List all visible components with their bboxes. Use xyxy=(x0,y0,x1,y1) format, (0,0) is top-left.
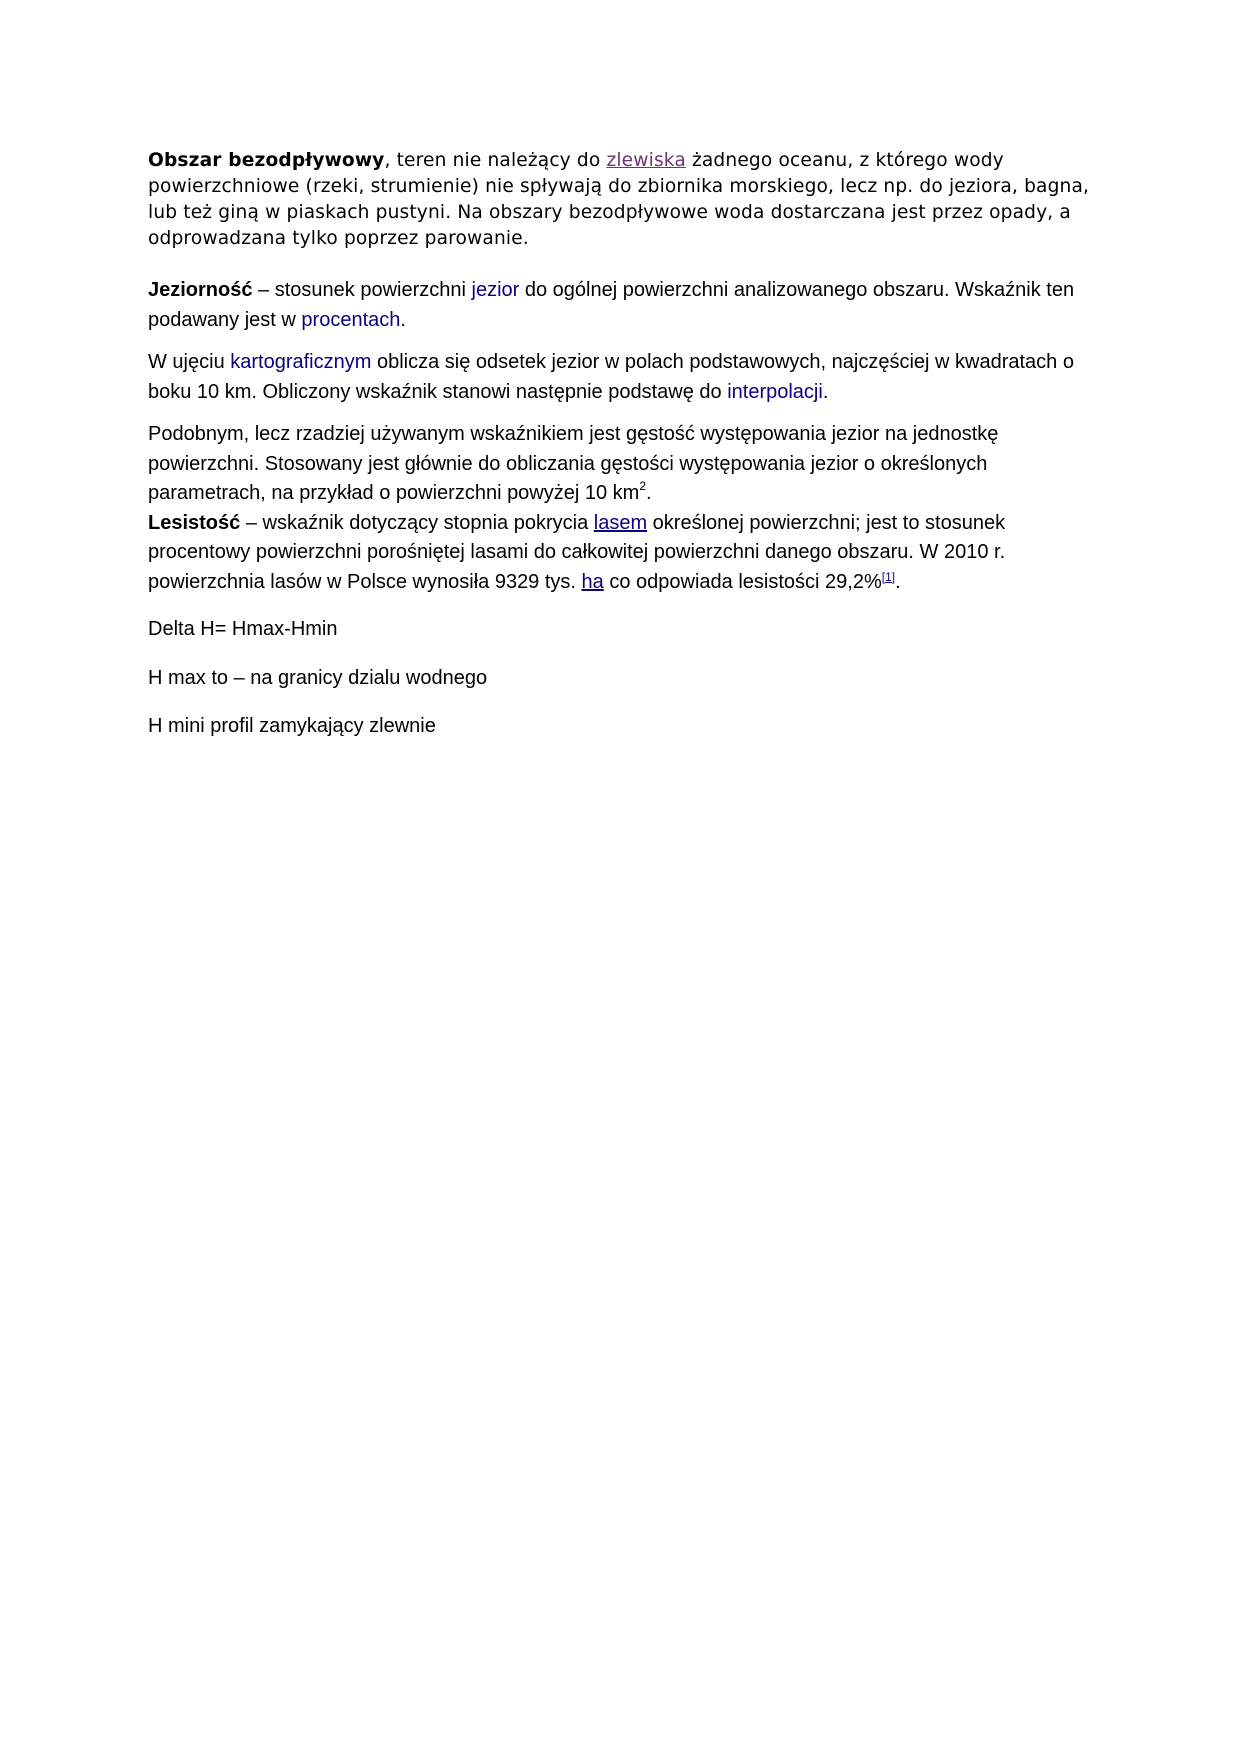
paragraph-gestosc-jezior xyxy=(148,420,1098,509)
text-run: . xyxy=(646,482,652,504)
link-interpolacji[interactable]: interpolacji xyxy=(727,380,823,403)
text-run: , teren nie należący do xyxy=(384,150,607,171)
term-jeziornosc: Jeziorność xyxy=(148,279,253,301)
footnote-reference-link[interactable]: [1] xyxy=(881,569,896,584)
superscript-squared: 2 xyxy=(639,479,647,493)
text-run: do ogólnej powierzchni analizowanego obszaru. Wskaźnik ten podawany jest w xyxy=(148,279,1075,331)
link-lasem[interactable]: lasem xyxy=(593,511,648,534)
paragraph-h-max: H max to – na granicy dzialu wodnego xyxy=(148,666,488,689)
paragraph-h-mini: H mini profil zamykający zlewnie xyxy=(148,715,436,737)
link-jezior[interactable]: jezior xyxy=(471,279,520,301)
text-run: żadnego oceanu, z którego wody powierzchniowe (rzeki, strumienie) nie spływają do zbiornika morskiego, lecz np. do jeziora, bagna, lub też giną w piaskach pustyni. Na obszary bezodpływowe woda dostarczana jest przez opady, a odprowadzana tylko poprzez parowanie. xyxy=(148,150,1090,249)
text-run: – wskaźnik dotyczący stopnia pokrycia xyxy=(240,511,594,534)
text-run: W ujęciu xyxy=(148,351,231,373)
paragraph-delta-h: Delta H= Hmax-Hmin xyxy=(148,618,338,640)
link-procentach[interactable]: procentach xyxy=(301,308,401,331)
paragraph-lesistosc xyxy=(148,509,1098,598)
text-run: oblicza się odsetek jezior w polach podstawowych, najczęściej w kwadratach o boku 10 km. Obliczony wskaźnik stanowi następnie podstawę do xyxy=(148,351,1074,403)
term-obszar-bezodplywowy: Obszar bezodpływowy xyxy=(148,150,385,171)
paragraph-obszar-bezodplywowy xyxy=(148,148,1098,252)
link-ha[interactable]: ha xyxy=(581,570,604,593)
link-zlewiska[interactable]: zlewiska xyxy=(606,150,686,171)
paragraph-jeziornosc xyxy=(148,276,1098,335)
text-run: co odpowiada lesistości 29,2% xyxy=(603,570,882,593)
text-run: – stosunek powierzchni xyxy=(252,279,472,301)
link-kartograficznym[interactable]: kartograficznym xyxy=(230,351,372,373)
text-run: . xyxy=(400,308,406,331)
text-run: Podobnym, lecz rzadziej używanym wskaźnikiem jest gęstość występowania jezior na jednostkę powierzchni. Stosowany jest głównie do obliczania gęstości występowania jezior o określonych parametrach, na przykład o powierzchni powyżej 10 km xyxy=(148,423,999,504)
term-lesistosc: Lesistość xyxy=(148,511,241,534)
document-page xyxy=(148,148,1098,742)
text-run: . xyxy=(895,570,901,593)
text-run: określonej powierzchni; jest to stosunek procentowy powierzchni porośniętej lasami do całkowitej powierzchni danego obszaru. W 2010 r. powierzchnia lasów w Polsce wynosiła 9329 tys. xyxy=(148,511,1006,593)
text-run: . xyxy=(822,380,829,403)
paragraph-ujecie-kartograficzne xyxy=(148,348,1098,407)
